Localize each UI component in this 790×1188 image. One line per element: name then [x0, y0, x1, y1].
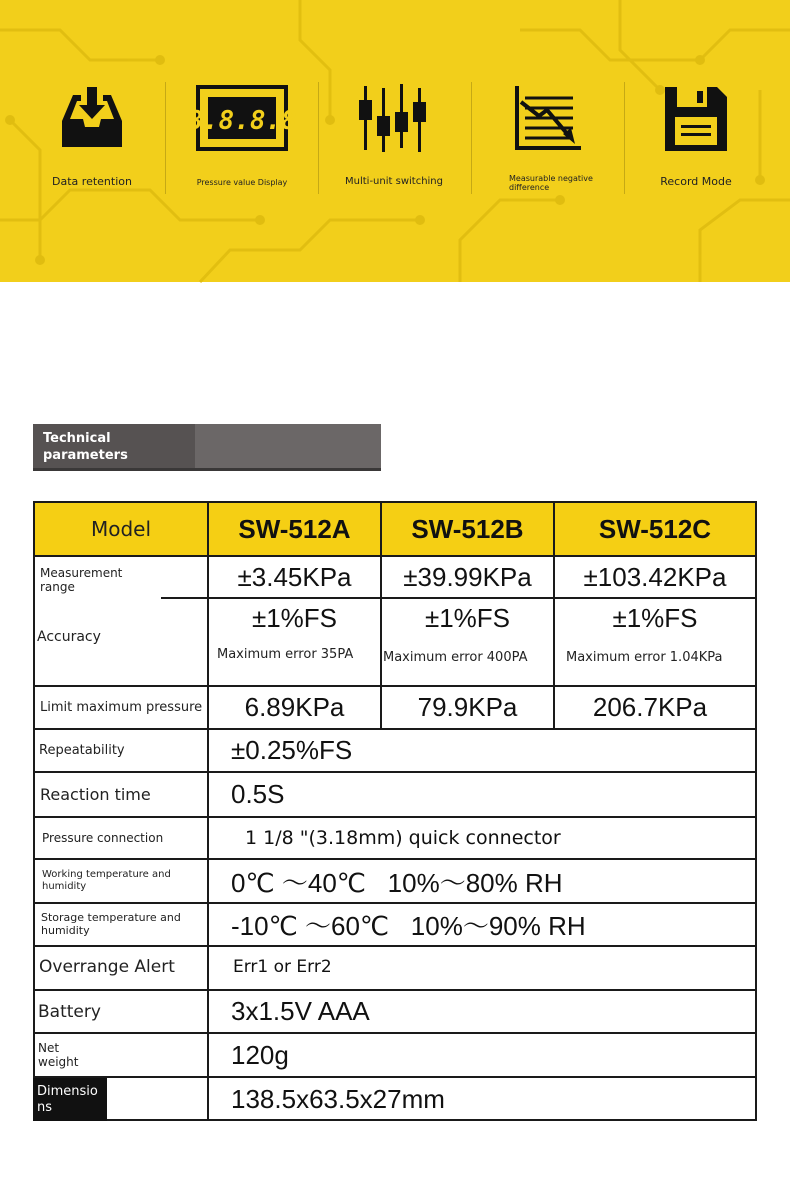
model-c: SW-512C — [598, 513, 712, 544]
accuracy-note-c: Maximum error 1.04KPa — [566, 650, 723, 665]
accuracy-b: ±1%FS — [424, 603, 511, 633]
pressure-connection-label: Pressure connection — [42, 831, 164, 845]
accuracy-note-a: Maximum error 35PA — [217, 647, 354, 662]
repeatability-label: Repeatability — [39, 743, 125, 758]
net-weight-label: Net weight — [38, 1041, 79, 1069]
feature-label: Measurable negative difference — [509, 174, 593, 192]
net-weight-value: 120g — [231, 1039, 289, 1070]
storage-temp-label: Storage temperature and humidity — [41, 911, 181, 937]
reaction-time-value: 0.5S — [231, 779, 285, 809]
feature-label: Pressure value Display — [196, 178, 288, 187]
model-a: SW-512A — [238, 513, 351, 544]
spec-table — [33, 501, 757, 1121]
storage-temp-value: -10℃ ～60℃ 10%～90% RH — [231, 911, 586, 941]
dimensions-value: 138.5x63.5x27mm — [231, 1084, 445, 1114]
limit-pressure-label: Limit maximum pressure — [40, 700, 203, 715]
overrange-value: Err1 or Err2 — [233, 957, 332, 977]
feature-pressure-display — [166, 78, 318, 198]
feature-label: Record Mode — [660, 175, 732, 188]
feature-multi-unit — [318, 78, 470, 198]
feature-record-mode — [620, 78, 772, 198]
battery-label: Battery — [38, 1001, 101, 1022]
measurement-range-label: Measurement range — [40, 566, 123, 594]
digital-display-icon — [187, 85, 297, 151]
reaction-time-label: Reaction time — [40, 785, 151, 804]
measurement-range-a: ±3.45KPa — [237, 561, 352, 592]
declining-chart-icon — [511, 82, 585, 154]
accuracy-label: Accuracy — [37, 629, 101, 645]
limit-pressure-b: 79.9KPa — [417, 692, 518, 722]
repeatability-value: ±0.25%FS — [231, 735, 353, 765]
sliders-icon — [356, 82, 432, 154]
limit-pressure-a: 6.89KPa — [244, 692, 345, 722]
accuracy-a: ±1%FS — [251, 603, 338, 633]
feature-label: Multi-unit switching — [345, 176, 443, 187]
battery-value: 3x1.5V AAA — [231, 996, 370, 1026]
feature-negative-difference — [472, 78, 624, 198]
measurement-range-b: ±39.99KPa — [403, 561, 532, 592]
feature-banner — [0, 0, 790, 282]
section-title-box — [33, 424, 381, 471]
dimensions-label: Dimensions — [37, 1084, 98, 1115]
accuracy-note-b: Maximum error 400PA — [383, 650, 528, 665]
header-model-label: Model — [90, 517, 152, 541]
measurement-range-c: ±103.42KPa — [583, 561, 727, 592]
feature-data-retention — [16, 78, 168, 198]
accuracy-c: ±1%FS — [612, 603, 698, 633]
display-digits: 8.8.8.8 — [187, 106, 297, 136]
section-title: Technical parameters — [43, 431, 128, 463]
feature-label: Data retention — [52, 175, 132, 188]
working-temp-value: 0℃ ～40℃ 10%～80% RH — [231, 867, 563, 898]
floppy-disk-icon — [663, 83, 729, 153]
limit-pressure-c: 206.7KPa — [592, 692, 708, 722]
overrange-label: Overrange Alert — [39, 957, 175, 977]
model-b: SW-512B — [411, 513, 524, 544]
pressure-connection-value: 1 1/8 "(3.18mm) quick connector — [245, 827, 561, 849]
working-temp-label: Working temperature and humidity — [42, 869, 171, 892]
tray-download-icon — [57, 83, 127, 153]
